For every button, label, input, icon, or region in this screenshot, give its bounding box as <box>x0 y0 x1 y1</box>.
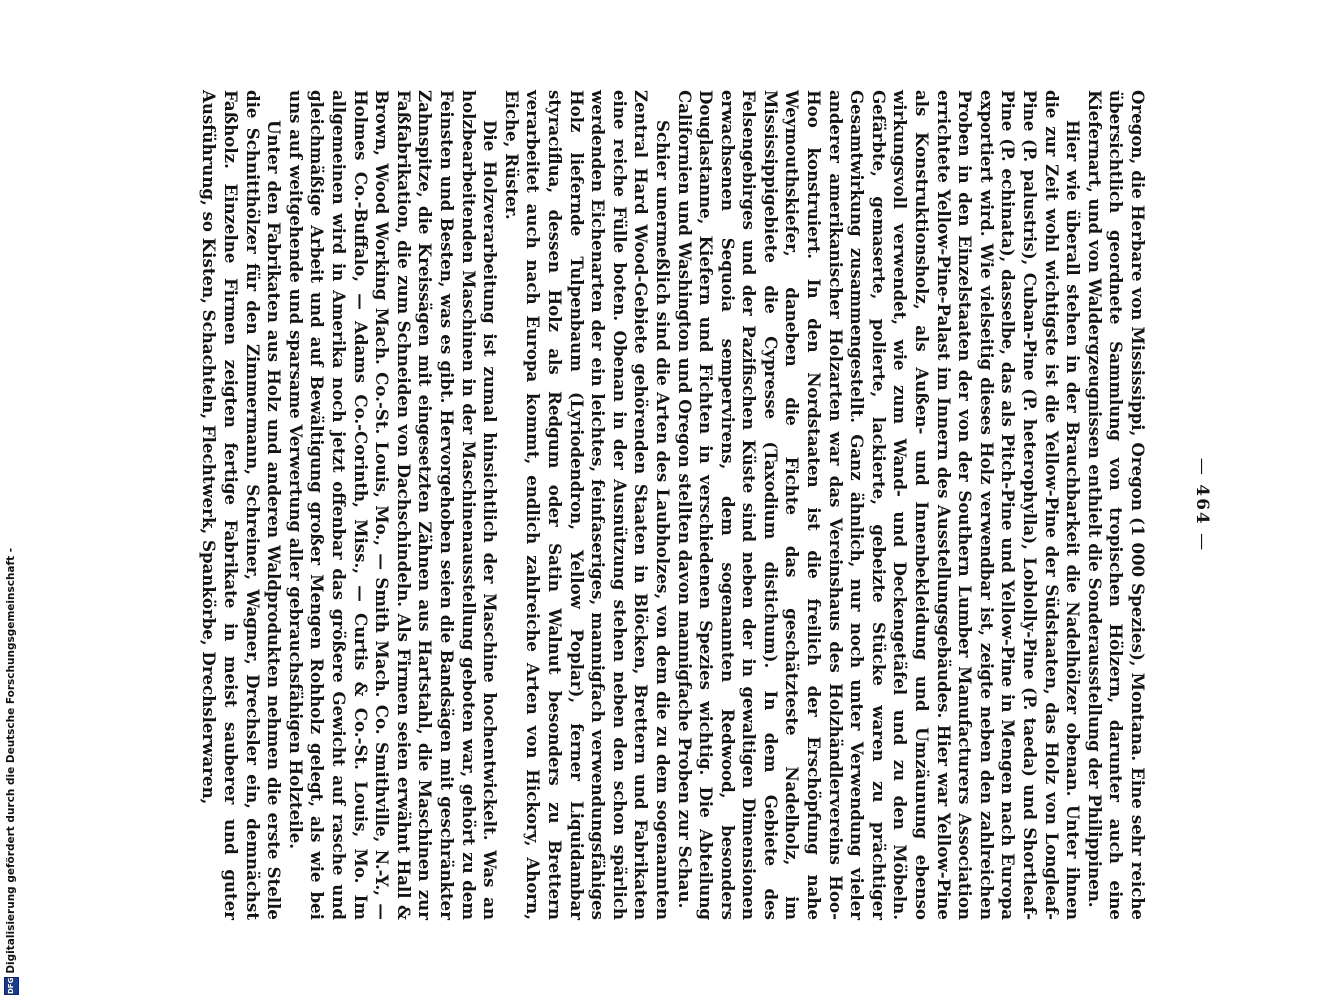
page-number: — 464 — <box>1192 457 1212 553</box>
dfg-logo: DFG <box>4 977 19 995</box>
paragraph-4: Die Holzverarbeitung ist zumal hinsichtlich der Maschine hochentwickelt. Was an holzbearbeitenden Maschinen in der Maschinenausstellung geboten war, gehört zu dem Feinsten und Besten, was es gibt. Hervorgehoben seien die Bandsägen mit geschränkter Zahnspitze, die Kreissägen mit eingesetzten Zähnen aus Hartstahl, die Maschinen zur Faßfabrikation, die zum Schneiden von Dachschindeln. Als Firmen seien erwähnt Hall & Brown, Wood Working Mach. Co.-St. Louis, Mo., — Smith Mach. Co. Smithville, N.-Y., — Holmes Co.-Buffalo, — Adams Co.-Corinth, Miss., — Curtis & Co.-St. Louis, Mo. Im allgemeinen wird in Amerika noch jetzt offenbar das größere Gewicht auf rasche und gleichmäßige Arbeit und auf Bewältigung großer Mengen Rohholz gelegt, als wie bei uns auf weitgehende und sparsame Verwertung aller gebrauchsfähigen Holzteile. <box>285 90 501 920</box>
book-page <box>132 90 1212 920</box>
paragraph-5: Unter den Fabrikaten aus Holz und anderen Waldprodukten nehmen die erste Stelle die Schnitthölzer für den Zimmermann, Schreiner, Wagner, Drechsler ein, demnächst Faßholz. Einzelne Firmen zeigten fertige Fabrikate in meist sauberer und guter Ausführung, so Kisten, Schachteln, Flechtwerk, Spankörbe, Drechslerwaren, <box>199 90 285 920</box>
body-text <box>198 90 1148 920</box>
paragraph-2: Hier wie überall stehen in der Brauchbarkeit die Nadelhölzer obenan. Unter ihnen die zur Zeit wohl wichtigste ist die Yellow-Pine der Südstaaten, das Holz von Longleaf-Pine (P. palustris), Cuban-Pine (P. heterophylla), Loblolly-Pine (P. taeda) und Shortleaf-Pine (P. echinata), dasselbe, das als Pitch-Pine und Yellow-Pine in Mengen nach Europa exportiert wird. Wie vielseitig dieses Holz verwendbar ist, zeigte neben den zahlreichen Proben in den Einzelstaaten der von der Southern Lumber Manufacturers Association errichtete Yellow-Pine-Palast im Innern des Ausstellungsgebäudes. Hier war Yellow-Pine als Konstruktionsholz, als Außen- und Innenbekleidung und Umzäunung ebenso wirkungsvoll verwendet, wie zum Wand- und Deckengetäfel und zu den Möbeln. Gefärbte, gemaserte, polierte, lackierte, gebeizte Stücke waren zu prächtiger Gesamtwirkung zusammengestellt. Ganz ähnlich, nur noch unter Verwendung vieler anderer amerikanischer Holzarten war das Vereinshaus des Holzhändlervereins Hoo-Hoo konstruiert. In den Nordstaaten ist die freilich der Erschöpfung nahe Weymouthskiefer, daneben die Fichte das geschätzteste Nadelholz, im Mississippigebiete die Cypresse (Taxodium distichum). In dem Gebiete des Felsengebirges und der Pazifischen Küste sind neben der in gewaltigen Dimensionen erwachsenen Sequoia sempervirens, dem sogenannten Redwood, besonders Douglastanne, Kiefern und Fichten in verschiedenen Spezies wichtig. Die Abteilung Californien und Washington und Oregon stellten davon mannigfache Proben zur Schau. <box>674 90 1084 920</box>
paragraph-1: Oregon, die Herbare von Mississippi, Oregon (1 000 Spezies), Montana. Eine sehr reiche übersichtlich geordnete Sammlung von tropischen Hölzern, darunter auch eine Kiefernart, und von Waldergzeugnissen enthielt die Sonderausstellung der Philippinen. <box>1084 90 1148 920</box>
paragraph-3: Schier unermeßlich sind die Arten des Laubholzes, von dem die zu dem sogenannten Zentral Hard Wood-Gebiete gehörenden Staaten in Blöcken, Brettern und Fabrikaten eine reiche Fülle boten. Obenan in der Ausnützung stehen neben den schon spärlich werdenden Eichenarten der ein leichtes, feinfaseriges, mannigfach verwendungsfähiges Holz liefernde Tulpenbaum (Lyriodendron, Yellow Poplar), ferner Liquidambar styraciflua, dessen Holz als Redgum oder Satin Walnut besonders zu Brettern verarbeitet auch nach Europa kommt, endlich zahlreiche Arten von Hickory, Ahorn, Eiche, Rüster. <box>501 90 673 920</box>
digitization-credit <box>2 547 20 995</box>
credit-text: Digitalisierung gefördert durch die Deutsche Forschungsgemeinschaft - <box>5 547 17 974</box>
